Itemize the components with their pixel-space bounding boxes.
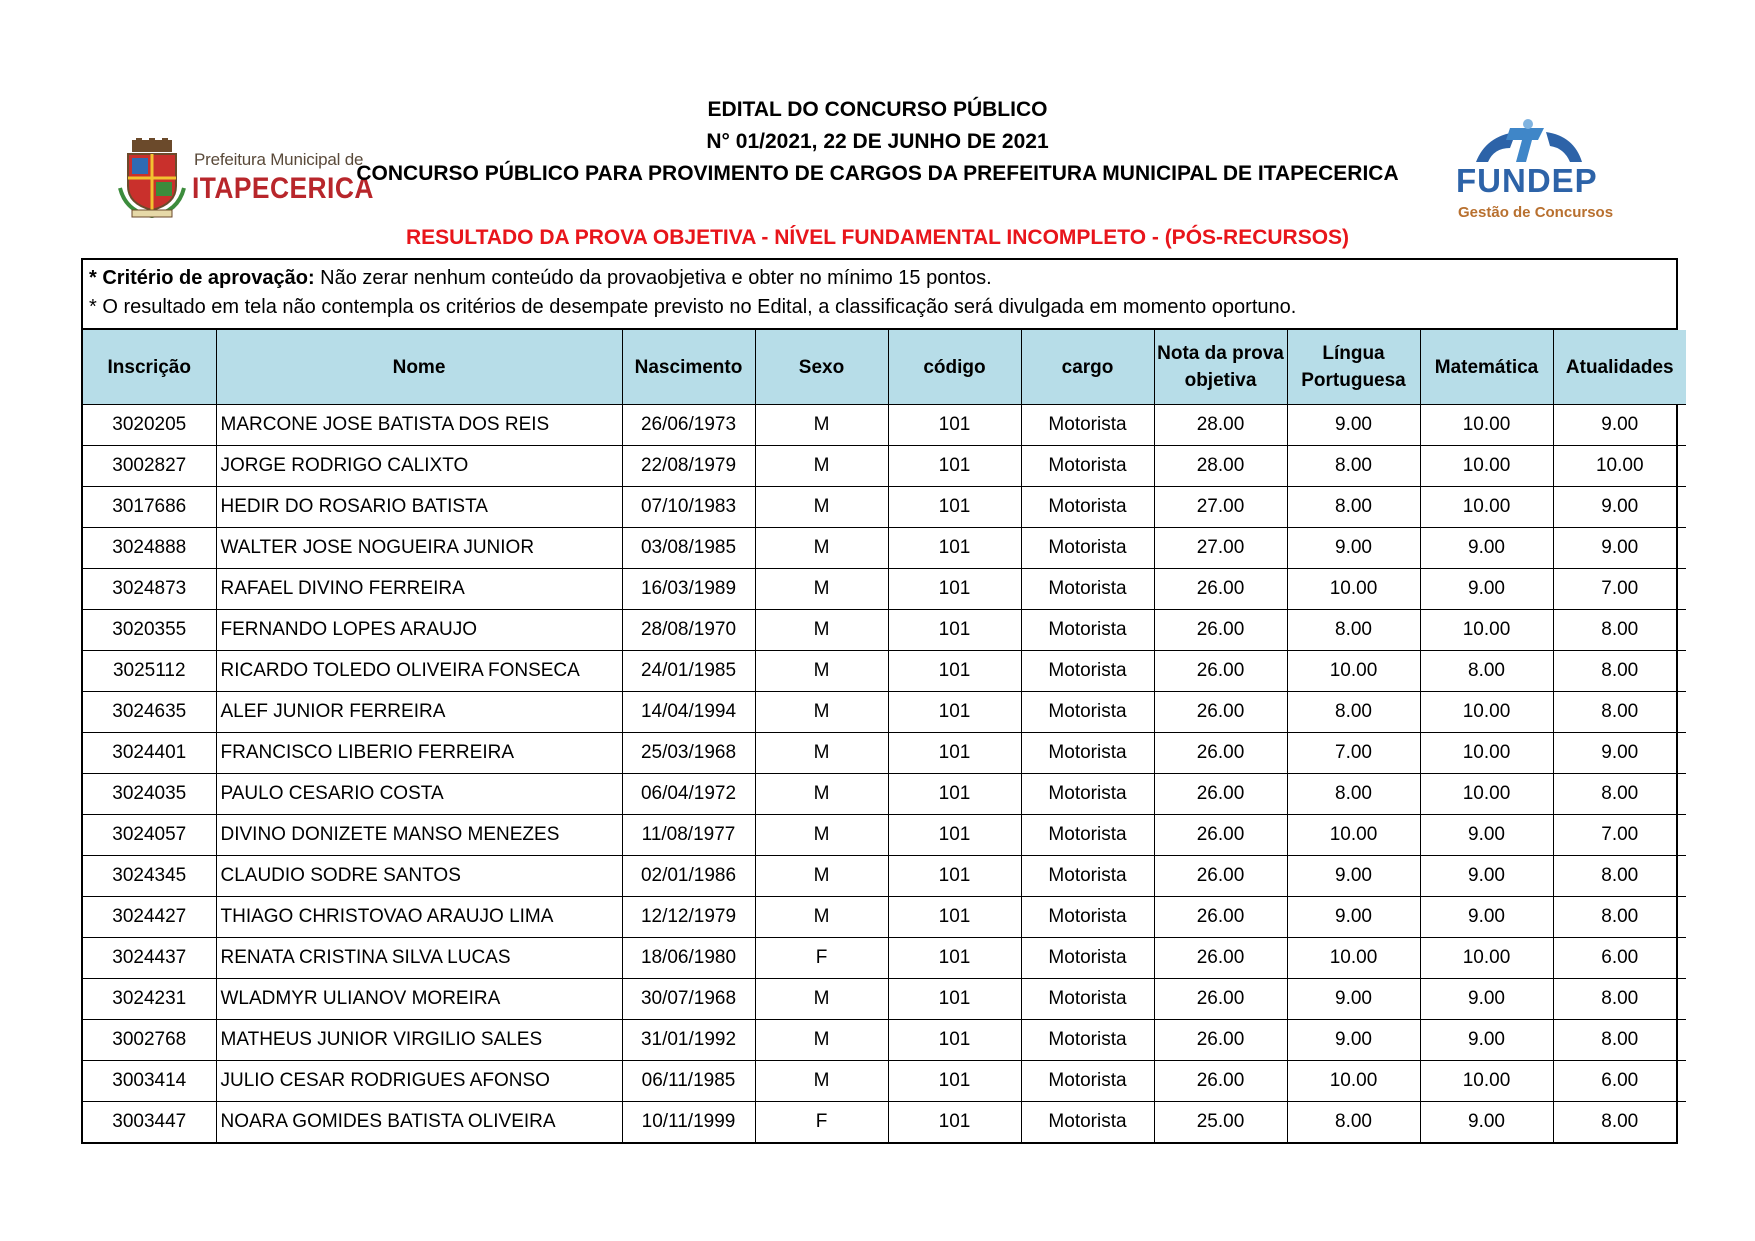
cell-codigo: 101 <box>888 1102 1021 1143</box>
cell-nome: ALEF JUNIOR FERREIRA <box>216 692 622 733</box>
column-header-lingua-portuguesa: Língua Portuguesa <box>1287 330 1420 405</box>
cell-nota: 28.00 <box>1154 405 1287 446</box>
cell-matematica: 9.00 <box>1420 815 1553 856</box>
cell-lingua-portuguesa: 9.00 <box>1287 897 1420 938</box>
cell-codigo: 101 <box>888 405 1021 446</box>
cell-atualidades: 7.00 <box>1553 569 1686 610</box>
cell-sexo: M <box>755 446 888 487</box>
cell-lingua-portuguesa: 8.00 <box>1287 774 1420 815</box>
cell-inscricao: 3024888 <box>83 528 216 569</box>
table-row <box>83 405 1686 446</box>
cell-inscricao: 3024635 <box>83 692 216 733</box>
cell-cargo: Motorista <box>1021 528 1154 569</box>
table-body <box>83 405 1686 1143</box>
cell-nome: WLADMYR ULIANOV MOREIRA <box>216 979 622 1020</box>
cell-matematica: 10.00 <box>1420 1061 1553 1102</box>
cell-lingua-portuguesa: 8.00 <box>1287 487 1420 528</box>
cell-codigo: 101 <box>888 938 1021 979</box>
edital-title: EDITAL DO CONCURSO PÚBLICO <box>707 98 1048 121</box>
cell-nascimento: 03/08/1985 <box>622 528 755 569</box>
cell-atualidades: 9.00 <box>1553 405 1686 446</box>
cell-sexo: M <box>755 815 888 856</box>
cell-cargo: Motorista <box>1021 569 1154 610</box>
cell-nome: THIAGO CHRISTOVAO ARAUJO LIMA <box>216 897 622 938</box>
cell-nascimento: 25/03/1968 <box>622 733 755 774</box>
cell-lingua-portuguesa: 8.00 <box>1287 610 1420 651</box>
cell-sexo: M <box>755 651 888 692</box>
cell-nascimento: 14/04/1994 <box>622 692 755 733</box>
cell-lingua-portuguesa: 9.00 <box>1287 1020 1420 1061</box>
cell-nome: JORGE RODRIGO CALIXTO <box>216 446 622 487</box>
cell-cargo: Motorista <box>1021 979 1154 1020</box>
cell-matematica: 10.00 <box>1420 774 1553 815</box>
cell-sexo: M <box>755 856 888 897</box>
cell-nome: WALTER JOSE NOGUEIRA JUNIOR <box>216 528 622 569</box>
cell-matematica: 10.00 <box>1420 692 1553 733</box>
cell-nascimento: 10/11/1999 <box>622 1102 755 1143</box>
cell-inscricao: 3025112 <box>83 651 216 692</box>
cell-sexo: M <box>755 692 888 733</box>
cell-codigo: 101 <box>888 610 1021 651</box>
table-row <box>83 856 1686 897</box>
table-row <box>83 774 1686 815</box>
cell-matematica: 10.00 <box>1420 446 1553 487</box>
column-header-sexo: Sexo <box>755 330 888 405</box>
cell-matematica: 10.00 <box>1420 487 1553 528</box>
cell-nota: 26.00 <box>1154 651 1287 692</box>
cell-lingua-portuguesa: 10.00 <box>1287 651 1420 692</box>
cell-matematica: 9.00 <box>1420 569 1553 610</box>
cell-nascimento: 30/07/1968 <box>622 979 755 1020</box>
cell-inscricao: 3024401 <box>83 733 216 774</box>
cell-matematica: 9.00 <box>1420 897 1553 938</box>
fundep-emblem-icon <box>1446 118 1608 168</box>
cell-lingua-portuguesa: 10.00 <box>1287 569 1420 610</box>
cell-inscricao: 3002768 <box>83 1020 216 1061</box>
cell-inscricao: 3024437 <box>83 938 216 979</box>
cell-nome: MATHEUS JUNIOR VIRGILIO SALES <box>216 1020 622 1061</box>
column-header-nota: Nota da prova objetiva <box>1154 330 1287 405</box>
cell-inscricao: 3003447 <box>83 1102 216 1143</box>
cell-nota: 28.00 <box>1154 446 1287 487</box>
cell-atualidades: 8.00 <box>1553 856 1686 897</box>
cell-atualidades: 7.00 <box>1553 815 1686 856</box>
cell-cargo: Motorista <box>1021 1061 1154 1102</box>
cell-nascimento: 06/04/1972 <box>622 774 755 815</box>
cell-atualidades: 9.00 <box>1553 487 1686 528</box>
cell-sexo: M <box>755 774 888 815</box>
cell-nome: RENATA CRISTINA SILVA LUCAS <box>216 938 622 979</box>
cell-nota: 26.00 <box>1154 733 1287 774</box>
cell-inscricao: 3024057 <box>83 815 216 856</box>
criteria-note: * O resultado em tela não contempla os critérios de desempate previsto no Edital, a classificação será divulgada em momento oportuno. <box>89 296 1297 318</box>
column-header-cargo: cargo <box>1021 330 1154 405</box>
cell-sexo: M <box>755 569 888 610</box>
table-row <box>83 1020 1686 1061</box>
cell-sexo: M <box>755 897 888 938</box>
cell-nota: 26.00 <box>1154 610 1287 651</box>
cell-sexo: M <box>755 487 888 528</box>
cell-lingua-portuguesa: 10.00 <box>1287 1061 1420 1102</box>
cell-sexo: M <box>755 528 888 569</box>
table-row <box>83 528 1686 569</box>
cell-lingua-portuguesa: 8.00 <box>1287 446 1420 487</box>
cell-nascimento: 28/08/1970 <box>622 610 755 651</box>
cell-cargo: Motorista <box>1021 1102 1154 1143</box>
cell-codigo: 101 <box>888 569 1021 610</box>
cell-codigo: 101 <box>888 815 1021 856</box>
cell-nota: 26.00 <box>1154 938 1287 979</box>
cell-cargo: Motorista <box>1021 446 1154 487</box>
cell-codigo: 101 <box>888 733 1021 774</box>
table-row <box>83 610 1686 651</box>
table-row <box>83 692 1686 733</box>
cell-nota: 25.00 <box>1154 1102 1287 1143</box>
cell-cargo: Motorista <box>1021 897 1154 938</box>
criteria-box <box>83 260 1676 330</box>
cell-atualidades: 8.00 <box>1553 897 1686 938</box>
column-header-atualidades: Atualidades <box>1553 330 1686 405</box>
cell-lingua-portuguesa: 9.00 <box>1287 979 1420 1020</box>
cell-nome: FRANCISCO LIBERIO FERREIRA <box>216 733 622 774</box>
cell-nascimento: 02/01/1986 <box>622 856 755 897</box>
table-row <box>83 487 1686 528</box>
cell-nota: 27.00 <box>1154 487 1287 528</box>
cell-lingua-portuguesa: 8.00 <box>1287 1102 1420 1143</box>
cell-cargo: Motorista <box>1021 856 1154 897</box>
cell-atualidades: 8.00 <box>1553 1020 1686 1061</box>
table-row <box>83 651 1686 692</box>
cell-nascimento: 31/01/1992 <box>622 1020 755 1061</box>
cell-nota: 26.00 <box>1154 897 1287 938</box>
cell-sexo: M <box>755 1020 888 1061</box>
cell-lingua-portuguesa: 9.00 <box>1287 856 1420 897</box>
cell-nota: 27.00 <box>1154 528 1287 569</box>
cell-lingua-portuguesa: 7.00 <box>1287 733 1420 774</box>
cell-nascimento: 24/01/1985 <box>622 651 755 692</box>
cell-nota: 26.00 <box>1154 774 1287 815</box>
cell-matematica: 9.00 <box>1420 856 1553 897</box>
cell-inscricao: 3017686 <box>83 487 216 528</box>
cell-nome: HEDIR DO ROSARIO BATISTA <box>216 487 622 528</box>
cell-sexo: F <box>755 1102 888 1143</box>
cell-codigo: 101 <box>888 651 1021 692</box>
cell-matematica: 8.00 <box>1420 651 1553 692</box>
cell-codigo: 101 <box>888 774 1021 815</box>
cell-cargo: Motorista <box>1021 938 1154 979</box>
fundep-tagline: Gestão de Concursos <box>1458 204 1614 221</box>
cell-nascimento: 11/08/1977 <box>622 815 755 856</box>
coat-of-arms-icon <box>118 138 186 218</box>
column-header-matematica: Matemática <box>1420 330 1553 405</box>
cell-sexo: M <box>755 610 888 651</box>
cell-matematica: 9.00 <box>1420 979 1553 1020</box>
cell-lingua-portuguesa: 10.00 <box>1287 938 1420 979</box>
cell-inscricao: 3020355 <box>83 610 216 651</box>
cell-codigo: 101 <box>888 856 1021 897</box>
table-row <box>83 446 1686 487</box>
cell-atualidades: 8.00 <box>1553 1102 1686 1143</box>
cell-codigo: 101 <box>888 528 1021 569</box>
cell-codigo: 101 <box>888 487 1021 528</box>
cell-nome: FERNANDO LOPES ARAUJO <box>216 610 622 651</box>
cell-matematica: 9.00 <box>1420 1102 1553 1143</box>
cell-nome: RAFAEL DIVINO FERREIRA <box>216 569 622 610</box>
cell-cargo: Motorista <box>1021 733 1154 774</box>
cell-nome: DIVINO DONIZETE MANSO MENEZES <box>216 815 622 856</box>
cell-nome: JULIO CESAR RODRIGUES AFONSO <box>216 1061 622 1102</box>
table-header-row <box>83 330 1686 405</box>
cell-sexo: M <box>755 1061 888 1102</box>
cell-nascimento: 16/03/1989 <box>622 569 755 610</box>
cell-cargo: Motorista <box>1021 405 1154 446</box>
column-header-nome: Nome <box>216 330 622 405</box>
results-table-container <box>81 258 1678 1144</box>
fundep-logo <box>1446 118 1614 224</box>
cell-nota: 26.00 <box>1154 1061 1287 1102</box>
cell-nota: 26.00 <box>1154 856 1287 897</box>
cell-nascimento: 18/06/1980 <box>622 938 755 979</box>
cell-atualidades: 8.00 <box>1553 774 1686 815</box>
cell-sexo: M <box>755 979 888 1020</box>
cell-nome: NOARA GOMIDES BATISTA OLIVEIRA <box>216 1102 622 1143</box>
cell-codigo: 101 <box>888 897 1021 938</box>
cell-nome: RICARDO TOLEDO OLIVEIRA FONSECA <box>216 651 622 692</box>
cell-sexo: M <box>755 405 888 446</box>
cell-matematica: 10.00 <box>1420 733 1553 774</box>
table-row <box>83 938 1686 979</box>
cell-nascimento: 22/08/1979 <box>622 446 755 487</box>
cell-nascimento: 06/11/1985 <box>622 1061 755 1102</box>
criteria-line <box>89 264 1670 293</box>
cell-inscricao: 3024345 <box>83 856 216 897</box>
cell-codigo: 101 <box>888 446 1021 487</box>
cell-matematica: 10.00 <box>1420 938 1553 979</box>
cell-nome: CLAUDIO SODRE SANTOS <box>216 856 622 897</box>
cell-inscricao: 3024035 <box>83 774 216 815</box>
cell-nascimento: 12/12/1979 <box>622 897 755 938</box>
cell-atualidades: 6.00 <box>1553 938 1686 979</box>
cell-nascimento: 26/06/1973 <box>622 405 755 446</box>
cell-atualidades: 8.00 <box>1553 692 1686 733</box>
cell-cargo: Motorista <box>1021 487 1154 528</box>
edital-description: CONCURSO PÚBLICO PARA PROVIMENTO DE CARGOS DA PREFEITURA MUNICIPAL DE ITAPECERICA <box>356 162 1399 185</box>
edital-number: N° 01/2021, 22 DE JUNHO DE 2021 <box>706 130 1049 153</box>
cell-cargo: Motorista <box>1021 1020 1154 1061</box>
results-table <box>83 330 1686 1142</box>
cell-nota: 26.00 <box>1154 815 1287 856</box>
cell-sexo: M <box>755 733 888 774</box>
cell-atualidades: 8.00 <box>1553 979 1686 1020</box>
cell-inscricao: 3024427 <box>83 897 216 938</box>
table-row <box>83 1102 1686 1143</box>
cell-lingua-portuguesa: 10.00 <box>1287 815 1420 856</box>
cell-sexo: F <box>755 938 888 979</box>
cell-nota: 26.00 <box>1154 692 1287 733</box>
cell-cargo: Motorista <box>1021 692 1154 733</box>
result-title: RESULTADO DA PROVA OBJETIVA - NÍVEL FUNDAMENTAL INCOMPLETO - (PÓS-RECURSOS) <box>405 226 1350 249</box>
cell-atualidades: 9.00 <box>1553 528 1686 569</box>
fundep-name: FUNDEP <box>1456 162 1598 199</box>
cell-codigo: 101 <box>888 692 1021 733</box>
table-row <box>83 1061 1686 1102</box>
cell-nota: 26.00 <box>1154 979 1287 1020</box>
column-header-inscricao: Inscrição <box>83 330 216 405</box>
cell-nota: 26.00 <box>1154 569 1287 610</box>
cell-inscricao: 3002827 <box>83 446 216 487</box>
cell-lingua-portuguesa: 9.00 <box>1287 405 1420 446</box>
cell-cargo: Motorista <box>1021 815 1154 856</box>
cell-matematica: 10.00 <box>1420 610 1553 651</box>
cell-inscricao: 3020205 <box>83 405 216 446</box>
column-header-codigo: código <box>888 330 1021 405</box>
cell-matematica: 10.00 <box>1420 405 1553 446</box>
table-row <box>83 815 1686 856</box>
cell-atualidades: 6.00 <box>1553 1061 1686 1102</box>
cell-atualidades: 9.00 <box>1553 733 1686 774</box>
cell-inscricao: 3024873 <box>83 569 216 610</box>
table-row <box>83 897 1686 938</box>
cell-lingua-portuguesa: 9.00 <box>1287 528 1420 569</box>
column-header-nascimento: Nascimento <box>622 330 755 405</box>
table-row <box>83 569 1686 610</box>
logo-text-city: ITAPECERICA <box>192 172 374 205</box>
cell-nome: MARCONE JOSE BATISTA DOS REIS <box>216 405 622 446</box>
cell-codigo: 101 <box>888 979 1021 1020</box>
cell-nome: PAULO CESARIO COSTA <box>216 774 622 815</box>
cell-atualidades: 8.00 <box>1553 610 1686 651</box>
cell-matematica: 9.00 <box>1420 1020 1553 1061</box>
cell-cargo: Motorista <box>1021 610 1154 651</box>
cell-inscricao: 3003414 <box>83 1061 216 1102</box>
cell-cargo: Motorista <box>1021 774 1154 815</box>
cell-inscricao: 3024231 <box>83 979 216 1020</box>
cell-nascimento: 07/10/1983 <box>622 487 755 528</box>
criteria-label: * Critério de aprovação: <box>89 267 315 289</box>
cell-codigo: 101 <box>888 1061 1021 1102</box>
logo-text-line1: Prefeitura Municipal de <box>194 150 364 169</box>
table-row <box>83 979 1686 1020</box>
cell-atualidades: 8.00 <box>1553 651 1686 692</box>
cell-nota: 26.00 <box>1154 1020 1287 1061</box>
cell-lingua-portuguesa: 8.00 <box>1287 692 1420 733</box>
cell-matematica: 9.00 <box>1420 528 1553 569</box>
cell-atualidades: 10.00 <box>1553 446 1686 487</box>
criteria-text: Não zerar nenhum conteúdo da provaobjetiva e obter no mínimo 15 pontos. <box>314 267 992 289</box>
cell-cargo: Motorista <box>1021 651 1154 692</box>
cell-codigo: 101 <box>888 1020 1021 1061</box>
table-row <box>83 733 1686 774</box>
